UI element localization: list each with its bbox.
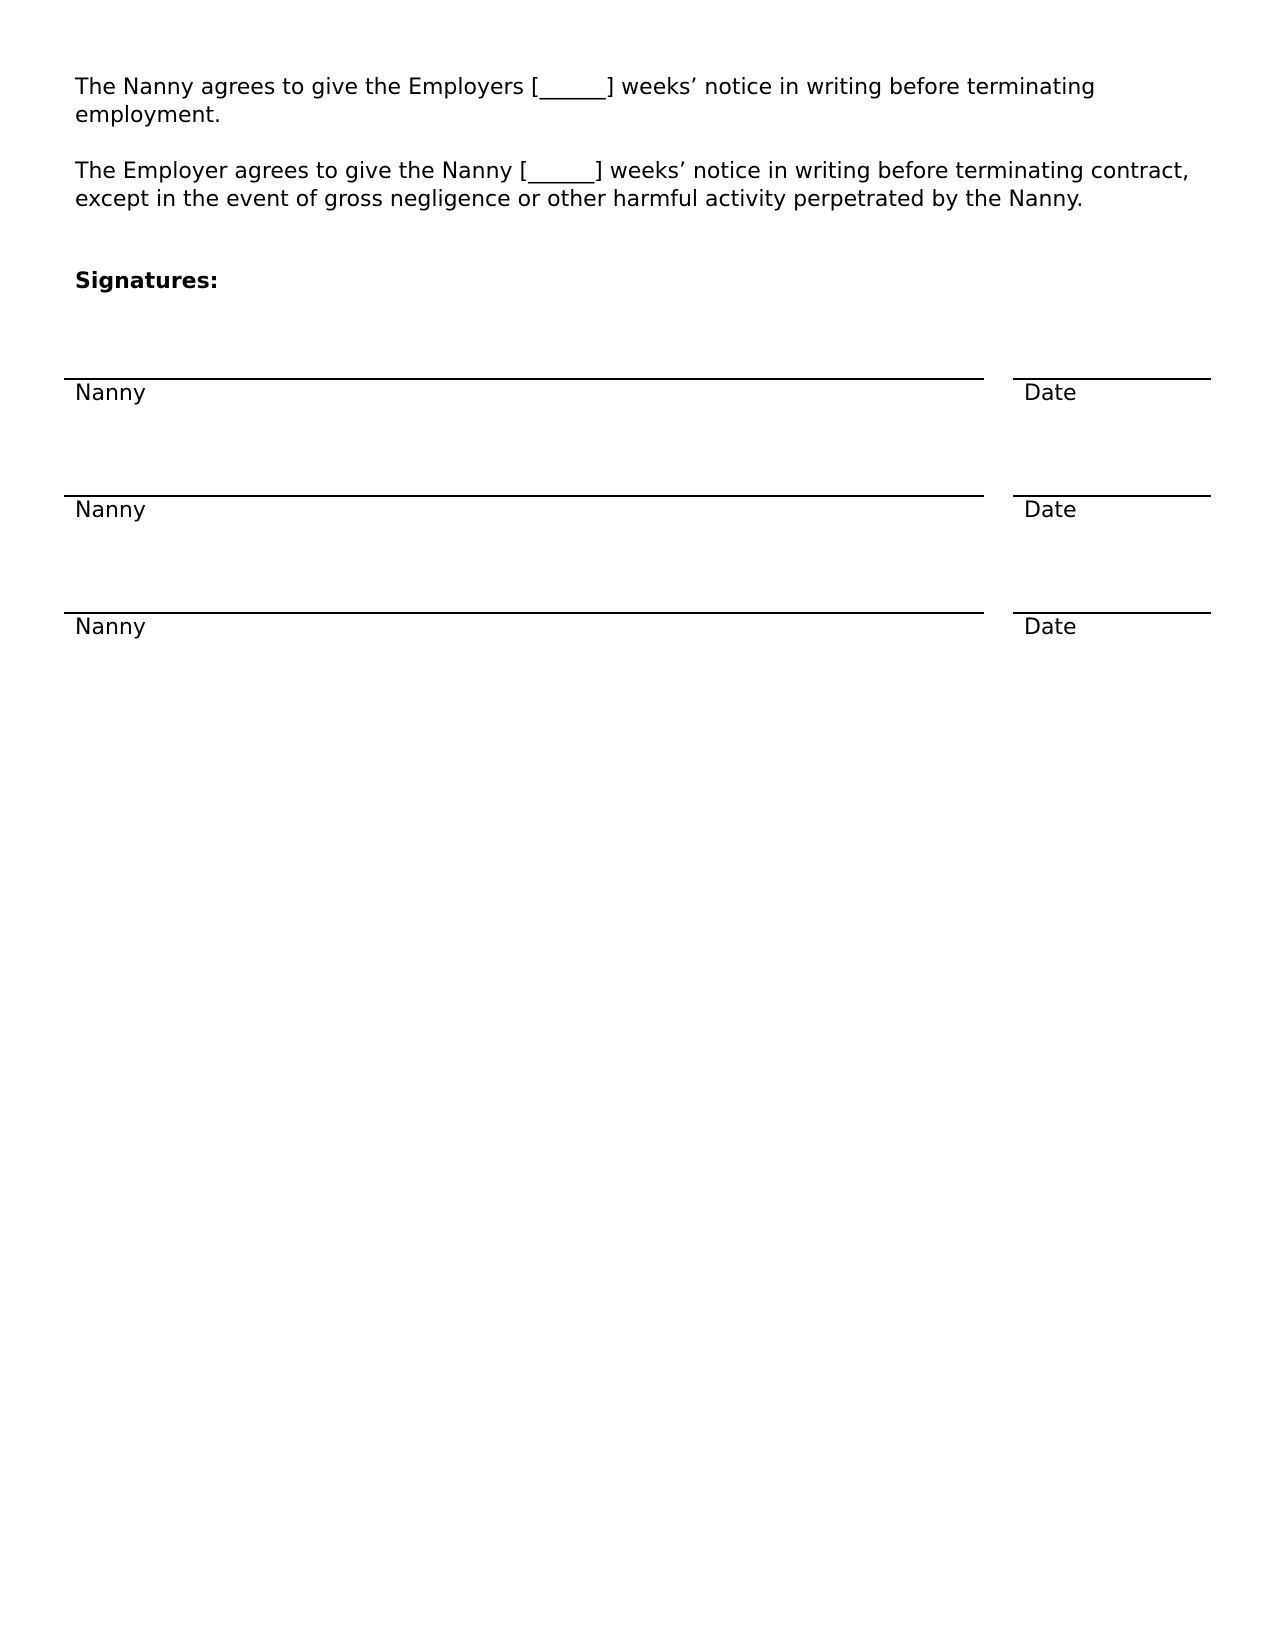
date-label: Date: [1024, 381, 1077, 406]
signature-label: Nanny: [75, 498, 146, 523]
date-label: Date: [1024, 615, 1077, 640]
signature-line: [64, 495, 984, 497]
signature-line: [64, 612, 984, 614]
signature-label: Nanny: [75, 615, 146, 640]
signature-label: Nanny: [75, 381, 146, 406]
employer-notice-paragraph: The Employer agrees to give the Nanny [______] weeks’ notice in writing before terminating contract, except in the event of gross negligence or other harmful activity perpetrated by the Nanny.: [75, 159, 1190, 212]
signatures-heading: Signatures:: [75, 269, 219, 294]
nanny-notice-paragraph: The Nanny agrees to give the Employers [______] weeks’ notice in writing before terminating employment.: [75, 75, 1096, 128]
date-label: Date: [1024, 498, 1077, 523]
signature-line: [64, 378, 984, 380]
